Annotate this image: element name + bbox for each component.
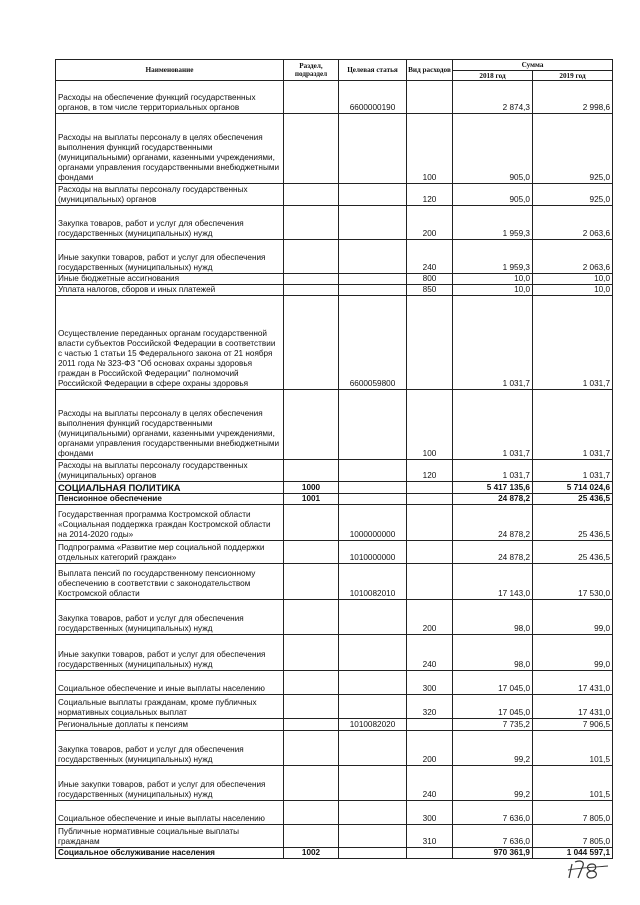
cell-name: Социальное обеспечение и иные выплаты населению (56, 671, 284, 695)
cell-name: Подпрограмма «Развитие мер социальной поддержки отдельных категорий граждан» (56, 541, 284, 564)
table-row (56, 184, 613, 206)
cell-2018: 24 878,2 (453, 541, 533, 564)
cell-section (284, 766, 339, 801)
cell-2018: 1 959,3 (453, 206, 533, 240)
cell-2018: 98,0 (453, 600, 533, 635)
cell-2018: 905,0 (453, 114, 533, 184)
cell-type (407, 81, 453, 114)
cell-section (284, 635, 339, 671)
cell-section (284, 285, 339, 296)
table-row (56, 848, 613, 859)
cell-name: Закупка товаров, работ и услуг для обеспечения государственных (муниципальных) нужд (56, 731, 284, 766)
cell-section (284, 600, 339, 635)
cell-target (339, 240, 407, 274)
cell-2018: 7 735,2 (453, 719, 533, 731)
cell-2019: 7 805,0 (533, 801, 613, 825)
cell-target (339, 635, 407, 671)
page-number-handwritten (566, 856, 610, 882)
cell-2019: 99,0 (533, 635, 613, 671)
cell-name: Расходы на выплаты персоналу в целях обеспечения выполнения функций государственными (муниципальными) органами, казенными учреждениями, органами управления государственными внебюджетными фондами (56, 390, 284, 460)
cell-type: 310 (407, 825, 453, 848)
cell-2019: 2 063,6 (533, 206, 613, 240)
cell-type (407, 541, 453, 564)
cell-2018: 10,0 (453, 285, 533, 296)
cell-target (339, 825, 407, 848)
cell-2019: 1 044 597,1 (533, 848, 613, 859)
cell-target (339, 482, 407, 494)
cell-2019: 1 031,7 (533, 390, 613, 460)
cell-2018: 2 874,3 (453, 81, 533, 114)
col-2019-header: 2019 год (533, 71, 613, 81)
cell-section: 1001 (284, 494, 339, 505)
cell-target (339, 460, 407, 482)
cell-name: Расходы на выплаты персоналу в целях обеспечения выполнения функций государственными (муниципальными) органами, казенными учреждениями, органами управления государственными внебюджетными фондами (56, 114, 284, 184)
cell-type (407, 564, 453, 600)
cell-2019: 925,0 (533, 114, 613, 184)
cell-section (284, 81, 339, 114)
table-header (56, 60, 613, 81)
table-row (56, 635, 613, 671)
table-row (56, 564, 613, 600)
cell-section: 1002 (284, 848, 339, 859)
col-2018-header: 2018 год (453, 71, 533, 81)
cell-type: 240 (407, 635, 453, 671)
cell-2019: 25 436,5 (533, 494, 613, 505)
cell-2018: 24 878,2 (453, 505, 533, 541)
table-row (56, 460, 613, 482)
cell-section (284, 114, 339, 184)
cell-name: Социальные выплаты гражданам, кроме публичных нормативных социальных выплат (56, 695, 284, 719)
cell-section (284, 274, 339, 285)
budget-table (55, 59, 613, 859)
cell-section (284, 505, 339, 541)
cell-2018: 99,2 (453, 766, 533, 801)
cell-2019: 1 031,7 (533, 460, 613, 482)
table-row (56, 274, 613, 285)
cell-type: 300 (407, 801, 453, 825)
cell-target (339, 695, 407, 719)
cell-name: Пенсионное обеспечение (56, 494, 284, 505)
cell-section (284, 719, 339, 731)
table-row (56, 671, 613, 695)
cell-target (339, 671, 407, 695)
cell-2018: 17 143,0 (453, 564, 533, 600)
cell-2019: 101,5 (533, 731, 613, 766)
table-row (56, 505, 613, 541)
table-row (56, 695, 613, 719)
cell-2019: 2 998,6 (533, 81, 613, 114)
cell-section (284, 671, 339, 695)
cell-type: 200 (407, 206, 453, 240)
cell-2019: 17 431,0 (533, 671, 613, 695)
cell-2018: 98,0 (453, 635, 533, 671)
cell-name: Осуществление переданных органам государственной власти субъектов Российской Федерации в соответствии с частью 1 статьи 15 Федерального закона от 21 ноября 2011 года № 323-ФЗ "Об основах охраны здоровья граждан в Российской Федерации" полномочий Российской Федерации в сфере охраны здоровья (56, 296, 284, 390)
cell-2018: 7 636,0 (453, 825, 533, 848)
cell-type: 200 (407, 731, 453, 766)
cell-type (407, 482, 453, 494)
cell-section (284, 390, 339, 460)
cell-type (407, 296, 453, 390)
table-row (56, 390, 613, 460)
cell-2019: 925,0 (533, 184, 613, 206)
cell-target (339, 274, 407, 285)
cell-target (339, 285, 407, 296)
cell-section (284, 184, 339, 206)
cell-2019: 25 436,5 (533, 505, 613, 541)
cell-name: Уплата налогов, сборов и иных платежей (56, 285, 284, 296)
cell-target: 1010082010 (339, 564, 407, 600)
table-row (56, 600, 613, 635)
cell-2018: 7 636,0 (453, 801, 533, 825)
cell-2018: 1 031,7 (453, 390, 533, 460)
cell-name: Иные закупки товаров, работ и услуг для обеспечения государственных (муниципальных) нужд (56, 766, 284, 801)
cell-2019: 7 805,0 (533, 825, 613, 848)
cell-target: 1010000000 (339, 541, 407, 564)
cell-target (339, 494, 407, 505)
cell-name: Расходы на обеспечение функций государственных органов, в том числе территориальных органов (56, 81, 284, 114)
cell-target: 1000000000 (339, 505, 407, 541)
cell-section (284, 296, 339, 390)
table-row (56, 801, 613, 825)
cell-2019: 10,0 (533, 285, 613, 296)
cell-2018: 1 959,3 (453, 240, 533, 274)
cell-2019: 101,5 (533, 766, 613, 801)
col-type-header: Вид расходов (407, 60, 453, 81)
cell-name: Выплата пенсий по государственному пенсионному обеспечению в соответствии с законодательством Костромской области (56, 564, 284, 600)
cell-target: 6600059800 (339, 296, 407, 390)
cell-2019: 25 436,5 (533, 541, 613, 564)
table-row (56, 731, 613, 766)
cell-name: Иные бюджетные ассигнования (56, 274, 284, 285)
cell-name: СОЦИАЛЬНАЯ ПОЛИТИКА (56, 482, 284, 494)
cell-name: Иные закупки товаров, работ и услуг для обеспечения государственных (муниципальных) нужд (56, 240, 284, 274)
cell-type: 850 (407, 285, 453, 296)
cell-2018: 17 045,0 (453, 695, 533, 719)
table-row (56, 240, 613, 274)
cell-2018: 17 045,0 (453, 671, 533, 695)
cell-type: 120 (407, 184, 453, 206)
cell-2018: 970 361,9 (453, 848, 533, 859)
cell-target (339, 848, 407, 859)
cell-2019: 17 431,0 (533, 695, 613, 719)
cell-target: 6600000190 (339, 81, 407, 114)
cell-section (284, 541, 339, 564)
cell-name: Публичные нормативные социальные выплаты гражданам (56, 825, 284, 848)
col-section-header: Раздел, подраздел (284, 60, 339, 81)
table-row (56, 285, 613, 296)
table-body (56, 81, 613, 859)
cell-type (407, 719, 453, 731)
table-row (56, 719, 613, 731)
cell-type: 100 (407, 114, 453, 184)
cell-2018: 99,2 (453, 731, 533, 766)
cell-2018: 5 417 135,6 (453, 482, 533, 494)
cell-name: Закупка товаров, работ и услуг для обеспечения государственных (муниципальных) нужд (56, 600, 284, 635)
cell-section (284, 695, 339, 719)
cell-2019: 1 031,7 (533, 296, 613, 390)
cell-name: Государственная программа Костромской области «Социальная поддержка граждан Костромской области на 2014-2020 годы» (56, 505, 284, 541)
cell-type: 200 (407, 600, 453, 635)
cell-section (284, 206, 339, 240)
table-row (56, 825, 613, 848)
cell-section (284, 564, 339, 600)
cell-target (339, 731, 407, 766)
cell-2018: 10,0 (453, 274, 533, 285)
cell-section (284, 801, 339, 825)
cell-type (407, 848, 453, 859)
cell-section (284, 825, 339, 848)
cell-name: Социальное обслуживание населения (56, 848, 284, 859)
table-row (56, 296, 613, 390)
cell-name: Закупка товаров, работ и услуг для обеспечения государственных (муниципальных) нужд (56, 206, 284, 240)
table-row (56, 766, 613, 801)
cell-2019: 5 714 024,6 (533, 482, 613, 494)
cell-section (284, 460, 339, 482)
cell-type: 240 (407, 240, 453, 274)
table-row (56, 541, 613, 564)
cell-name: Социальное обеспечение и иные выплаты населению (56, 801, 284, 825)
cell-type: 100 (407, 390, 453, 460)
table-row (56, 482, 613, 494)
table-row (56, 81, 613, 114)
cell-type: 120 (407, 460, 453, 482)
cell-target (339, 114, 407, 184)
cell-name: Региональные доплаты к пенсиям (56, 719, 284, 731)
cell-2018: 1 031,7 (453, 460, 533, 482)
cell-target (339, 766, 407, 801)
cell-2019: 17 530,0 (533, 564, 613, 600)
cell-section: 1000 (284, 482, 339, 494)
cell-type (407, 494, 453, 505)
cell-2019: 7 906,5 (533, 719, 613, 731)
cell-name: Расходы на выплаты персоналу государственных (муниципальных) органов (56, 460, 284, 482)
cell-2019: 99,0 (533, 600, 613, 635)
cell-section (284, 731, 339, 766)
col-target-header: Целевая статья (339, 60, 407, 81)
col-name-header: Наименование (56, 60, 284, 81)
cell-target (339, 801, 407, 825)
cell-2018: 24 878,2 (453, 494, 533, 505)
cell-target (339, 206, 407, 240)
cell-type (407, 505, 453, 541)
col-sum-header: Сумма (453, 60, 613, 71)
cell-target: 1010082020 (339, 719, 407, 731)
cell-target (339, 600, 407, 635)
cell-2019: 10,0 (533, 274, 613, 285)
cell-name: Иные закупки товаров, работ и услуг для обеспечения государственных (муниципальных) нужд (56, 635, 284, 671)
table-row (56, 494, 613, 505)
table-row (56, 206, 613, 240)
cell-2018: 905,0 (453, 184, 533, 206)
cell-target (339, 184, 407, 206)
cell-section (284, 240, 339, 274)
cell-type: 300 (407, 671, 453, 695)
cell-type: 320 (407, 695, 453, 719)
cell-name: Расходы на выплаты персоналу государственных (муниципальных) органов (56, 184, 284, 206)
cell-type: 800 (407, 274, 453, 285)
table-row (56, 114, 613, 184)
cell-target (339, 390, 407, 460)
cell-2019: 2 063,6 (533, 240, 613, 274)
cell-type: 240 (407, 766, 453, 801)
cell-2018: 1 031,7 (453, 296, 533, 390)
